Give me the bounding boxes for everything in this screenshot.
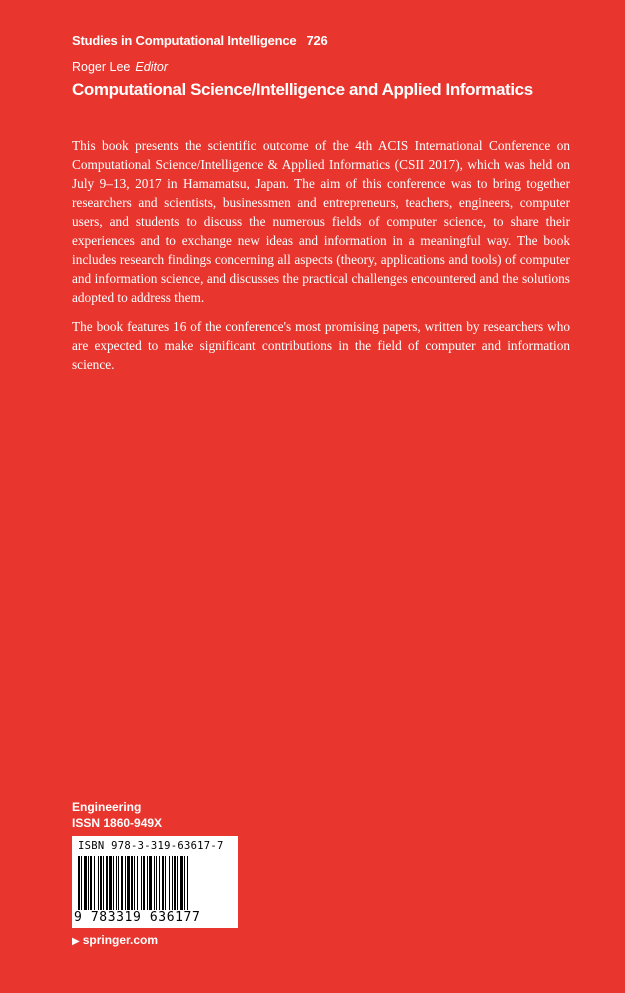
editor-name: Roger Lee — [72, 60, 131, 74]
book-description — [72, 136, 570, 384]
website-url[interactable]: springer.com — [82, 933, 159, 947]
subject-category: Engineering — [72, 800, 142, 814]
book-title: Computational Science/Intelligence and Applied Informatics — [72, 80, 533, 99]
barcode-digits: 9 783319 636177 — [74, 910, 201, 925]
editor-line — [72, 60, 168, 74]
series-name: Studies in Computational Intelligence — [72, 33, 297, 48]
website-link[interactable] — [72, 933, 158, 947]
description-paragraph-2: The book features 16 of the conference's most promising papers, written by researchers who are expected to make significant contributions in the field of computer and information science. — [72, 319, 570, 372]
editor-role: Editor — [135, 60, 169, 74]
subject-block — [72, 799, 162, 831]
issn-number: ISSN 1860-949X — [72, 816, 163, 830]
barcode-bars — [78, 856, 232, 910]
description-paragraph-1: This book presents the scientific outcome of the 4th ACIS International Conference on Computational Science/Intelligence & Applied Informatics (CSII 2017), which was held on July 9–13, 2017 in Hamamatsu, Japan. The aim of this conference was to bring together researchers and scientists, businessmen and entrepreneurs, teachers, engineers, computer users, and students to discuss the numerous fields of computer science, to share their experiences and to exchange new ideas and information in a meaningful way. The book includes research findings concerning all aspects (theory, applications and tools) of computer and information science, and discusses the practical challenges encountered and the solutions adopted to address them. — [72, 138, 570, 305]
triangle-right-icon: ▶ — [72, 936, 80, 947]
isbn-label: ISBN 978-3-319-63617-7 — [78, 840, 224, 852]
isbn-barcode — [72, 836, 238, 928]
series-line — [72, 33, 328, 48]
series-volume: 726 — [306, 33, 328, 48]
